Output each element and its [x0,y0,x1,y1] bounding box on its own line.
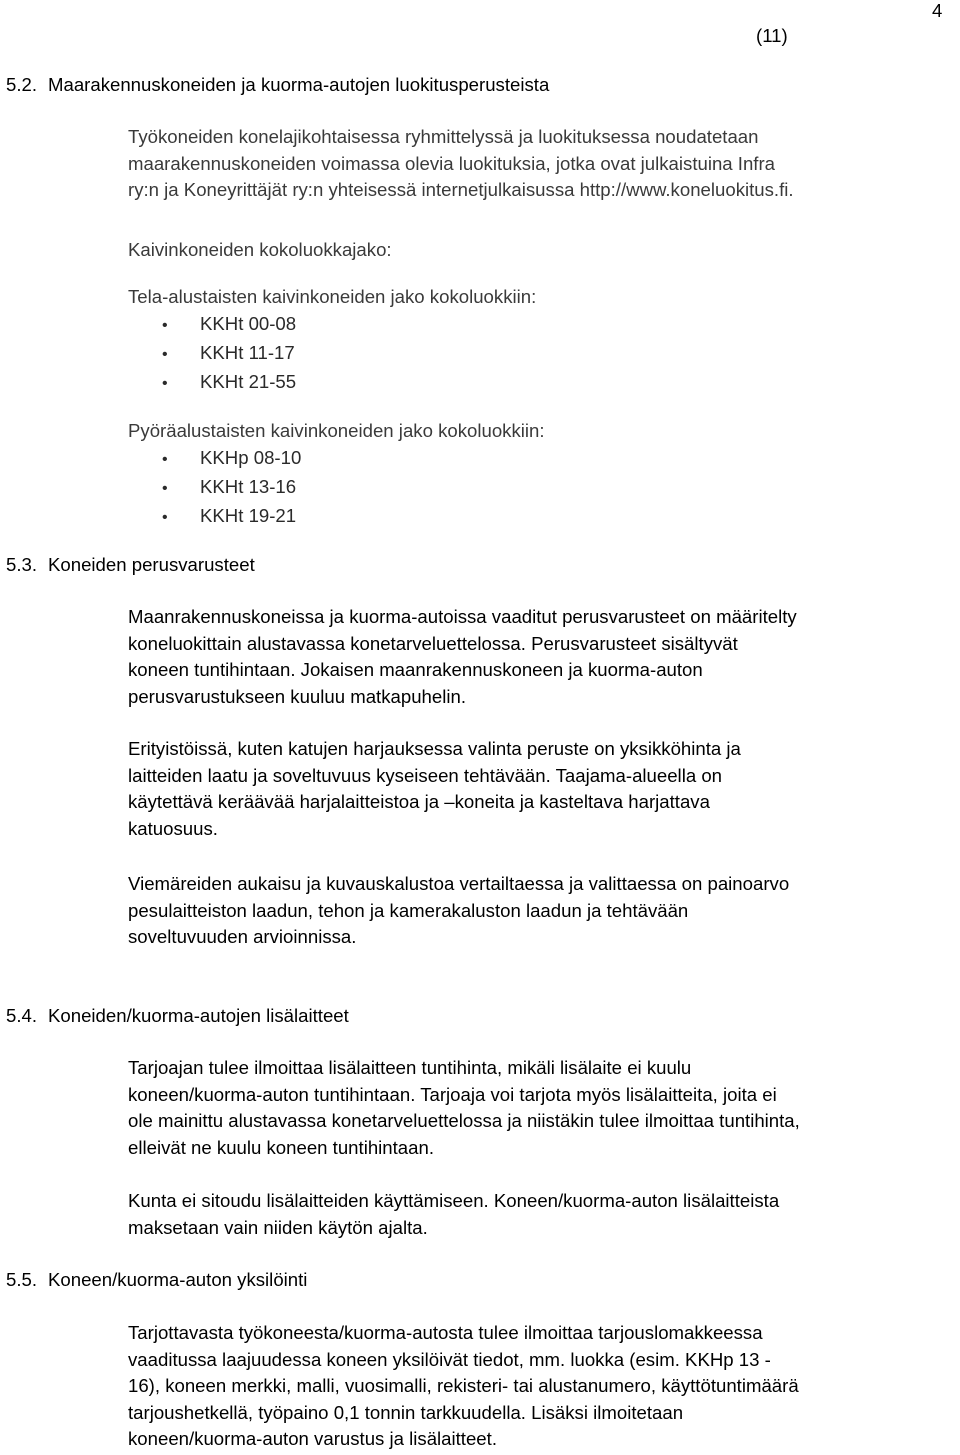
tela-title: Tela-alustaisten kaivinkoneiden jako kokoluokkiin: [128,286,537,307]
list-item [162,445,301,474]
text-line: ole mainittu alustavassa konetarveluettelossa ja niistäkin tulee ilmoittaa tuntihinta, [128,1110,800,1131]
bullet-icon [162,369,200,398]
section-5-2-paragraph [128,124,958,204]
text-line: käytettävä keräävää harjalaitteistoa ja –koneita ja kasteltava harjattava [128,791,710,812]
bullet-icon [162,340,200,369]
text-line: katuosuus. [128,817,218,839]
text-line: Työkoneiden konelajikohtaisessa ryhmittelyssä ja luokituksessa noudatetaan [128,126,759,147]
text-line: soveltuvuuden arvioinnissa. [128,926,357,947]
text-line: koneen/kuorma-auton tuntihintaan. Tarjoaja voi tarjota myös lisälaitteita, joita ei [128,1083,777,1105]
section-5-3-paragraph-2 [128,736,958,842]
text-line: vaaditussa laajuudessa koneen yksilöivät tiedot, mm. luokka (esim. KKHp 13 - [128,1348,771,1370]
text-line: Tarjoajan tulee ilmoittaa lisälaitteen tuntihinta, mikäli lisälaite ei kuulu [128,1057,692,1078]
list-item-text: KKHt 11-17 [200,342,295,363]
bullet-icon [162,311,200,340]
list-item-text: KKHt 19-21 [200,505,297,526]
section-5-2-number: 5.2. [6,74,38,95]
section-5-3-paragraph-3 [128,871,958,951]
list-item-text: KKHp 08-10 [200,447,302,468]
list-item [162,474,296,503]
list-item [162,340,295,369]
section-5-5-number: 5.5. [6,1269,38,1290]
section-5-4-number: 5.4. [6,1005,38,1026]
page-reference: (11) [756,25,788,46]
text-line: koneen tuntihintaan. Jokaisen maanrakennuskoneen ja kuorma-auton [128,659,703,680]
list-item [162,503,296,532]
text-line: perusvarustukseen kuuluu matkapuhelin. [128,685,466,707]
bullet-icon [162,445,200,474]
text-line: elleivät ne kuulu koneen tuntihintaan. [128,1136,434,1158]
list-item [162,311,296,340]
kaivin-title: Kaivinkoneiden kokoluokkajako: [128,239,392,260]
section-5-3-paragraph-1 [128,604,958,710]
bullet-icon [162,503,200,532]
section-5-3-heading: Koneiden perusvarusteet [48,554,255,575]
text-line: Erityistöissä, kuten katujen harjauksessa valinta peruste on yksikköhinta ja [128,738,741,759]
section-5-2-heading: Maarakennuskoneiden ja kuorma-autojen luokitusperusteista [48,74,550,95]
text-line: pesulaitteiston laadun, tehon ja kamerakaluston laadun ja tehtävään [128,899,689,921]
text-line: Kunta ei sitoudu lisälaitteiden käyttämiseen. Koneen/kuorma-auton lisälaitteista [128,1190,780,1211]
list-item [162,369,296,398]
text-line: 16), koneen merkki, malli, vuosimalli, rekisteri- tai alustanumero, käyttötuntimäärä [128,1375,799,1396]
list-item-text: KKHt 00-08 [200,313,297,334]
section-5-5-heading: Koneen/kuorma-auton yksilöinti [48,1269,308,1290]
list-item-text: KKHt 21-55 [200,371,297,392]
section-5-4-paragraph-2 [128,1188,958,1241]
section-5-3-number: 5.3. [6,554,38,575]
text-line: ry:n ja Koneyrittäjät ry:n yhteisessä internetjulkaisussa http://www.koneluokitus.fi. [128,179,794,200]
text-line: Maanrakennuskoneissa ja kuorma-autoissa vaaditut perusvarusteet on määritelty [128,606,797,627]
text-line: laitteiden laatu ja soveltuvuus kyseiseen tehtävään. Taajama-alueella on [128,764,723,786]
text-line: Viemäreiden aukaisu ja kuvauskalustoa vertailtaessa ja valittaessa on painoarvo [128,873,790,894]
text-line: maarakennuskoneiden voimassa olevia luokituksia, jotka ovat julkaistuina Infra [128,152,776,174]
text-line: koneen/kuorma-auton varustus ja lisälaitteet. [128,1428,497,1449]
section-5-4-heading: Koneiden/kuorma-autojen lisälaitteet [48,1005,349,1026]
text-line: maksetaan vain niiden käytön ajalta. [128,1216,428,1238]
list-item-text: KKHt 13-16 [200,476,297,497]
pyora-title: Pyöräalustaisten kaivinkoneiden jako kokoluokkiin: [128,420,545,441]
page-number: 4 [932,0,943,21]
bullet-icon [162,474,200,503]
text-line: koneluokittain alustavassa konetarveluettelossa. Perusvarusteet sisältyvät [128,632,738,654]
text-line: tarjoushetkellä, työpaino 0,1 tonnin tarkkuudella. Lisäksi ilmoitetaan [128,1401,684,1423]
text-line: Tarjottavasta työkoneesta/kuorma-autosta tulee ilmoittaa tarjouslomakkeessa [128,1322,763,1343]
section-5-5-paragraph-1 [128,1320,958,1453]
section-5-4-paragraph-1 [128,1055,958,1161]
